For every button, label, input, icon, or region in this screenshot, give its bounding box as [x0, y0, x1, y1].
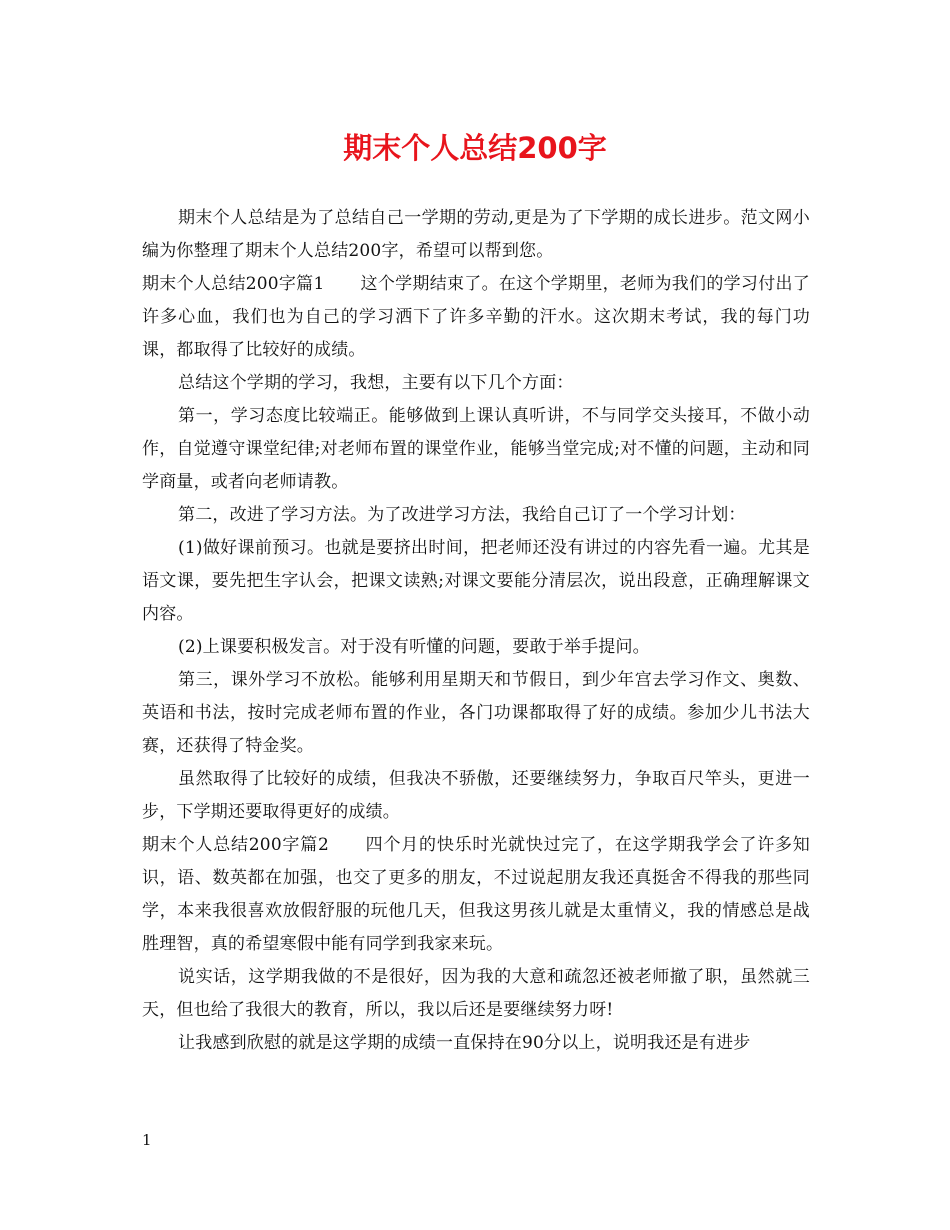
paragraph-text: 四个月的快乐时光就快过完了，在这学期我学会了许多知识，语、数英都在加强，也交了更多的朋友，不过说起朋友我还真挺舍不得我的那些同学，本来我很喜欢放假舒服的玩他几天，但我这男孩儿就是太重情义，我的情感总是战胜理智，真的希望寒假中能有同学到我家来玩。	[142, 835, 810, 954]
paragraph-text: (2)上课要积极发言。对于没有听懂的问题，要敢于举手提问。	[178, 637, 650, 657]
paragraph	[142, 499, 810, 532]
paragraph-text: 第二，改进了学习方法。为了改进学习方法，我给自己订了一个学习计划：	[178, 505, 746, 525]
paragraph	[142, 268, 810, 367]
paragraph-text: 第一，学习态度比较端正。能够做到上课认真听讲，不与同学交头接耳，不做小动作，自觉遵守课堂纪律;对老师布置的课堂作业，能够当堂完成;对不懂的问题，主动和同学商量，或者向老师请教。	[142, 406, 810, 492]
section-heading: 期末个人总结200字篇2	[142, 835, 330, 855]
paragraph-text: 期末个人总结是为了总结自己一学期的劳动,更是为了下学期的成长进步。范文网小编为你整理了期末个人总结200字，希望可以帮到您。	[142, 208, 810, 261]
paragraph-text: (1)做好课前预习。也就是要挤出时间，把老师还没有讲过的内容先看一遍。尤其是语文课，要先把生字认会，把课文读熟;对课文要能分清层次，说出段意，正确理解课文内容。	[142, 538, 810, 624]
section-heading: 期末个人总结200字篇1	[142, 274, 325, 294]
paragraph	[142, 532, 810, 631]
paragraph-text: 这个学期结束了。在这个学期里，老师为我们的学习付出了许多心血，我们也为自己的学习洒下了许多辛勤的汗水。这次期末考试，我的每门功课，都取得了比较好的成绩。	[142, 274, 810, 360]
paragraph-text: 虽然取得了比较好的成绩，但我决不骄傲，还要继续努力，争取百尺竿头，更进一步，下学期还要取得更好的成绩。	[142, 769, 810, 822]
paragraph	[142, 1027, 810, 1060]
paragraph-text: 让我感到欣慰的就是这学期的成绩一直保持在90分以上，说明我还是有进步	[178, 1033, 751, 1053]
document-title: 期末个人总结200字	[343, 131, 607, 165]
paragraph	[142, 664, 810, 763]
document-body	[142, 202, 810, 1060]
paragraph	[142, 829, 810, 961]
paragraph	[142, 400, 810, 499]
paragraph	[142, 202, 810, 268]
paragraph	[142, 631, 810, 664]
paragraph	[142, 763, 810, 829]
paragraph	[142, 961, 810, 1027]
page-number: 1	[142, 1131, 152, 1149]
paragraph-text: 说实话，这学期我做的不是很好，因为我的大意和疏忽还被老师撤了职，虽然就三天，但也给了我很大的教育，所以，我以后还是要继续努力呀!	[142, 967, 810, 1020]
paragraph-text: 第三，课外学习不放松。能够利用星期天和节假日，到少年宫去学习作文、奥数、英语和书法，按时完成老师布置的作业，各门功课都取得了好的成绩。参加少儿书法大赛，还获得了特金奖。	[142, 670, 810, 756]
paragraph-text: 总结这个学期的学习，我想，主要有以下几个方面：	[178, 373, 574, 393]
paragraph	[142, 367, 810, 400]
